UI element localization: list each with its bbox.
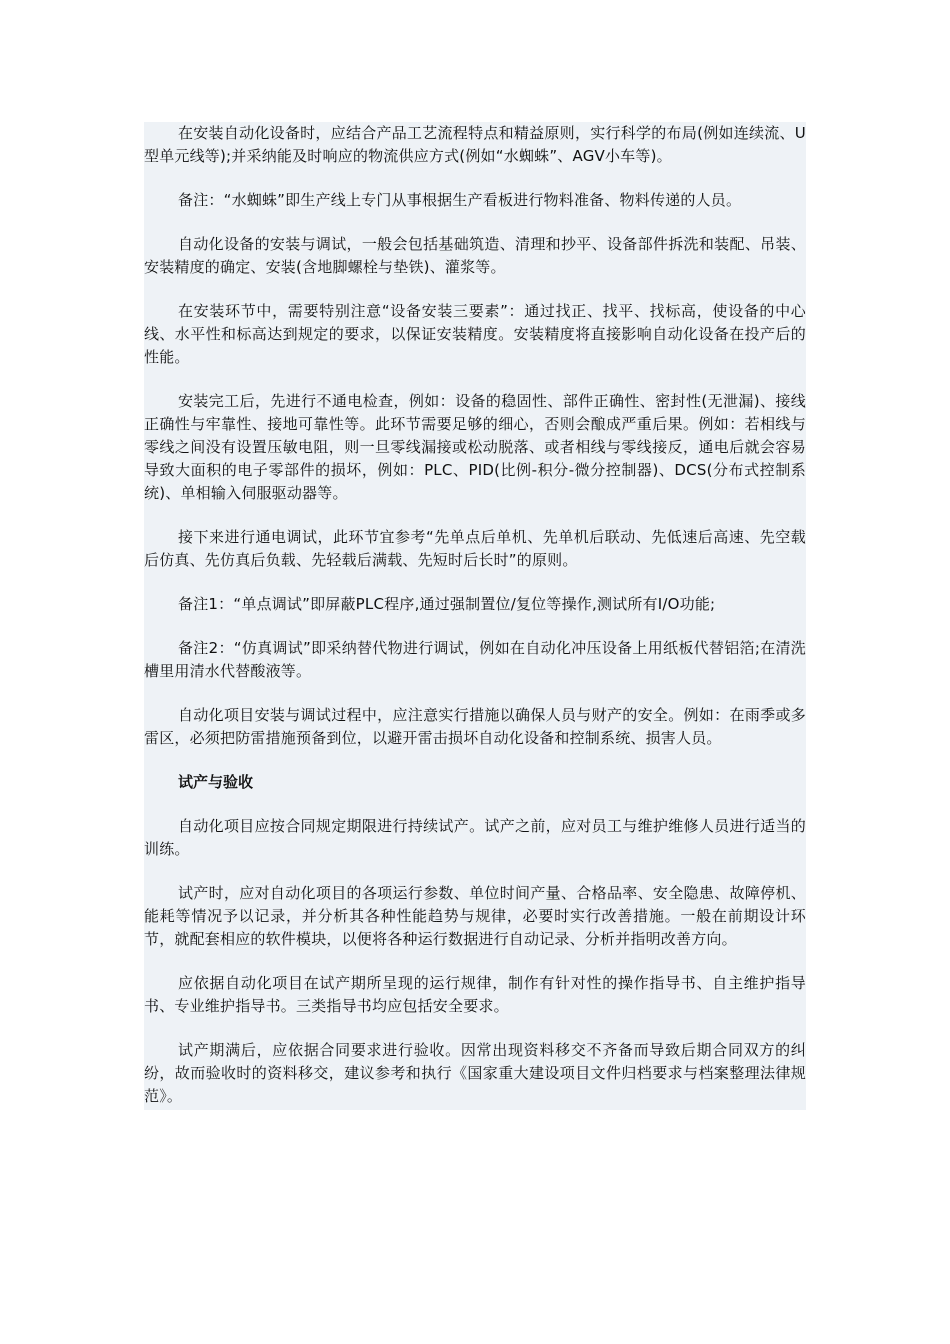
paragraph-note-2: 备注2：“仿真调试”即采纳替代物进行调试，例如在自动化冲压设备上用纸板代替铝箔;在清洗槽里用清水代替酸液等。 [144,639,806,680]
paragraph-trial-production: 自动化项目应按合同规定期限进行持续试产。试产之前，应对员工与维护维修人员进行适当的训练。 [144,817,806,858]
paragraph-acceptance: 试产期满后，应依据合同要求进行验收。因常出现资料移交不齐备而导致后期合同双方的纠纷，故而验收时的资料移交，建议参考和执行《国家重大建设项目文件归档要求与档案整理法律规范》。 [144,1041,806,1105]
paragraph-power-off-check: 安装完工后，先进行不通电检查，例如：设备的稳固性、部件正确性、密封性(无泄漏)、接线正确性与牢靠性、接地可靠性等。此环节需要足够的细心，否则会酿成严重后果。例如：若相线与零线之间没有设置压敏电阻，则一旦零线漏接或松动脱落、或者相线与零线接反，通电后就会容易导致大面积的电子零部件的损坏，例如：PLC、PID(比例-积分-微分控制器)、DCS(分布式控制系统)、单相输入伺服驱动器等。 [144,392,806,502]
paragraph-note-water-spider: 备注：“水蜘蛛”即生产线上专门从事根据生产看板进行物料准备、物料传递的人员。 [178,191,742,209]
section-heading: 试产与验收 [178,773,254,791]
paragraph-power-on-debug: 接下来进行通电调试，此环节宜参考“先单点后单机、先单机后联动、先低速后高速、先空载后仿真、先仿真后负载、先轻载后满载、先短时后长时”的原则。 [144,528,806,569]
document-body [144,122,806,1110]
paragraph-note-1: 备注1：“单点调试”即屏蔽PLC程序,通过强制置位/复位等操作,测试所有I/O功能; [178,595,716,613]
paragraph-safety: 自动化项目安装与调试过程中，应注意实行措施以确保人员与财产的安全。例如：在雨季或多雷区，必须把防雷措施预备到位，以避开雷击损坏自动化设备和控制系统、损害人员。 [144,706,806,747]
paragraph-trial-records: 试产时，应对自动化项目的各项运行参数、单位时间产量、合格品率、安全隐患、故障停机、能耗等情况予以记录，并分析其各种性能趋势与规律，必要时实行改善措施。一般在前期设计环节，就配套相应的软件模块，以便将各种运行数据进行自动记录、分析并指明改善方向。 [144,884,806,948]
paragraph-install-debug: 自动化设备的安装与调试，一般会包括基础筑造、清理和抄平、设备部件拆洗和装配、吊装、安装精度的确定、安装(含地脚螺栓与垫铁)、灌浆等。 [144,235,806,276]
paragraph-layout-flow: 在安装自动化设备时，应结合产品工艺流程特点和精益原则，实行科学的布局(例如连续流、U型单元线等);并采纳能及时响应的物流供应方式(例如“水蜘蛛”、AGV小车等)。 [144,124,806,165]
paragraph-instructions: 应依据自动化项目在试产期所呈现的运行规律，制作有针对性的操作指导书、自主维护指导书、专业维护指导书。三类指导书均应包括安全要求。 [144,974,806,1015]
paragraph-three-elements: 在安装环节中，需要特别注意“设备安装三要素”：通过找正、找平、找标高，使设备的中心线、水平性和标高达到规定的要求，以保证安装精度。安装精度将直接影响自动化设备在投产后的性能。 [144,302,806,366]
